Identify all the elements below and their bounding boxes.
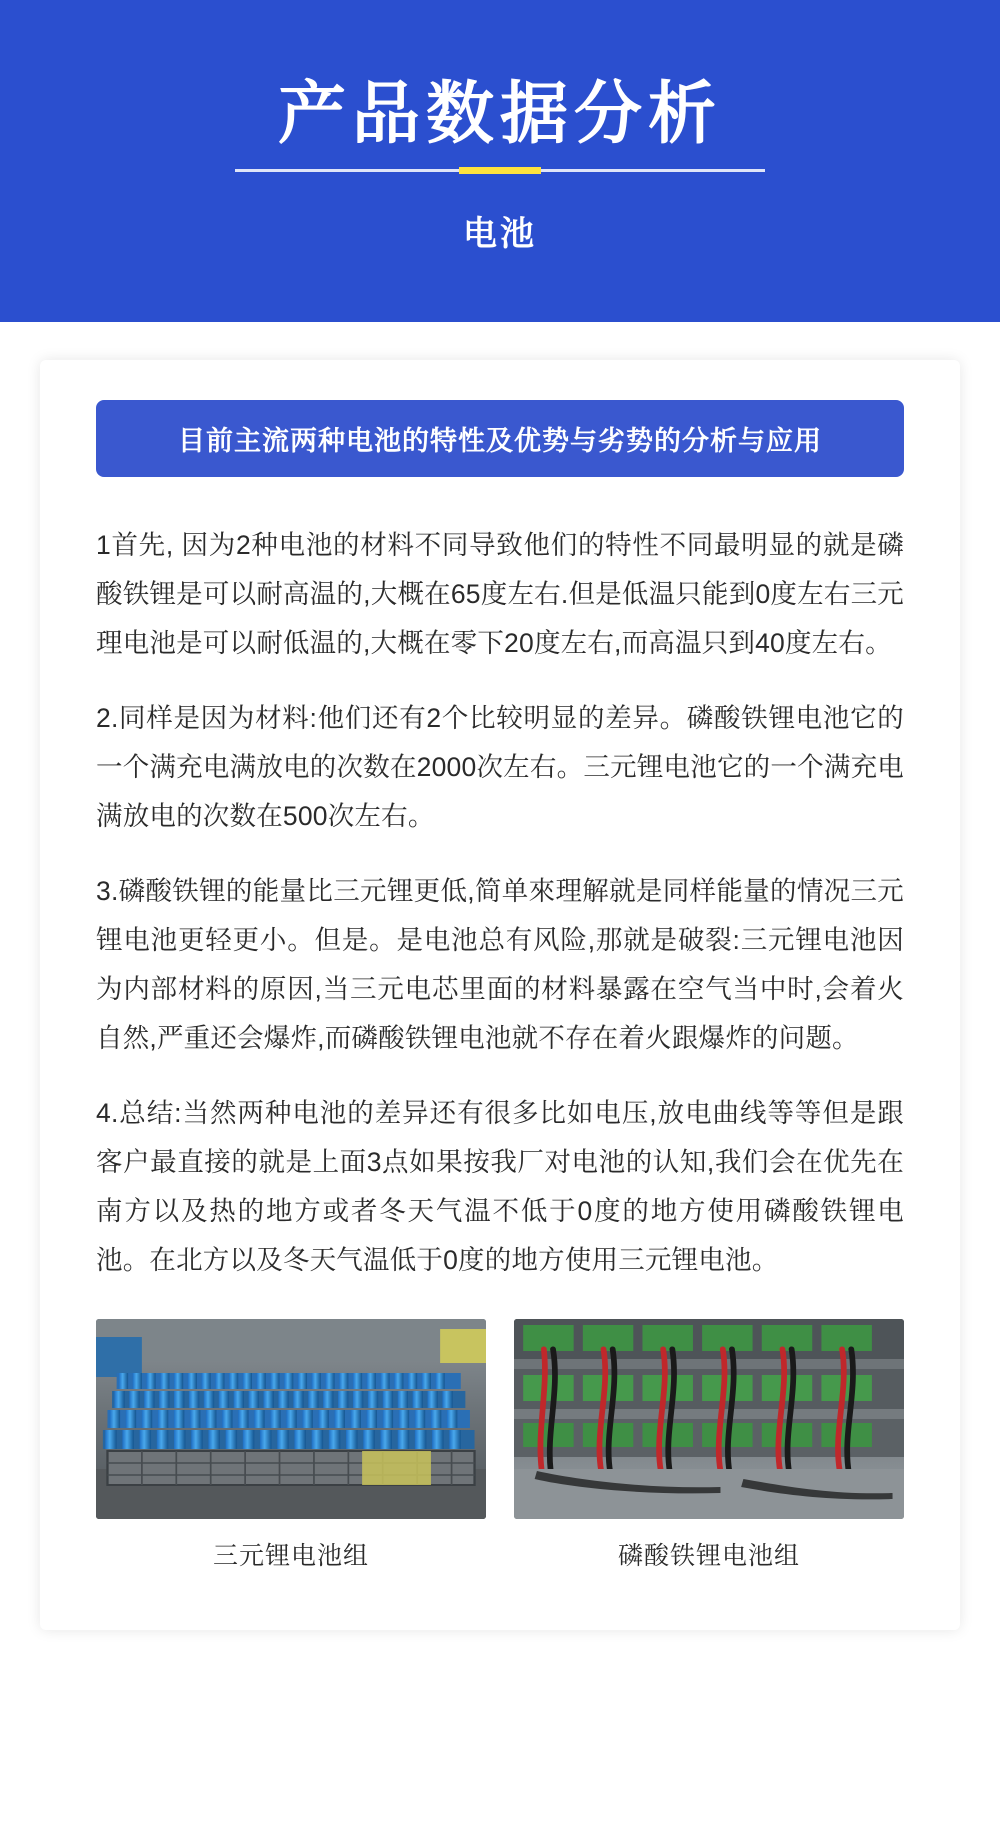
title-divider-accent xyxy=(459,167,541,174)
page-subtitle: 电池 xyxy=(463,215,537,254)
title-divider xyxy=(235,169,765,172)
section-title-banner: 目前主流两种电池的特性及优势与劣势的分析与应用 xyxy=(96,400,904,477)
paragraph-4: 4.总结:当然两种电池的差异还有很多比如电压,放电曲线等等但是跟客户最直接的就是上面3点如果按我厂对电池的认知,我们会在优先在南方以及热的地方或者冬天气温不低于0度的地方使用磷酸铁锂电池。在北方以及冬天气温低于0度的地方使用三元锂电池。 xyxy=(96,1098,904,1276)
figure-lfp-pack xyxy=(514,1319,904,1572)
paragraph-2: 2.同样是因为材料:他们还有2个比较明显的差异。磷酸铁锂电池它的一个满充电满放电的次数在2000次左右。三元锂电池它的一个满充电满放电的次数在500次左右。 xyxy=(96,703,904,832)
battery-pack-photo-left xyxy=(96,1319,486,1519)
figure-ternary-lithium-pack xyxy=(96,1319,486,1572)
content-card-wrapper xyxy=(0,322,1000,1690)
figure-gallery xyxy=(96,1319,904,1572)
paragraph-3: 3.磷酸铁锂的能量比三元锂更低,简单來理解就是同样能量的情况三元锂电池更轻更小。但是。是电池总有风险,那就是破裂:三元锂电池因为内部材料的原因,当三元电芯里面的材料暴露在空气当中时,会着火自然,严重还会爆炸,而磷酸铁锂电池就不存在着火跟爆炸的问题。 xyxy=(96,876,904,1054)
figure-caption-right: 磷酸铁锂电池组 xyxy=(617,1542,800,1571)
content-card xyxy=(40,360,960,1630)
figure-caption-left: 三元锂电池组 xyxy=(212,1542,369,1571)
paragraph-1: 1首先, 因为2种电池的材料不同导致他们的特性不同最明显的就是磷酸铁锂是可以耐高温的,大概在65度左右.但是低温只能到0度左右三元理电池是可以耐低温的,大概在零下20度左右,而高温只到40度左右。 xyxy=(96,530,904,659)
battery-pack-photo-right xyxy=(514,1319,904,1519)
page-header-banner xyxy=(0,0,1000,322)
page-title: 产品数据分析 xyxy=(277,75,722,152)
